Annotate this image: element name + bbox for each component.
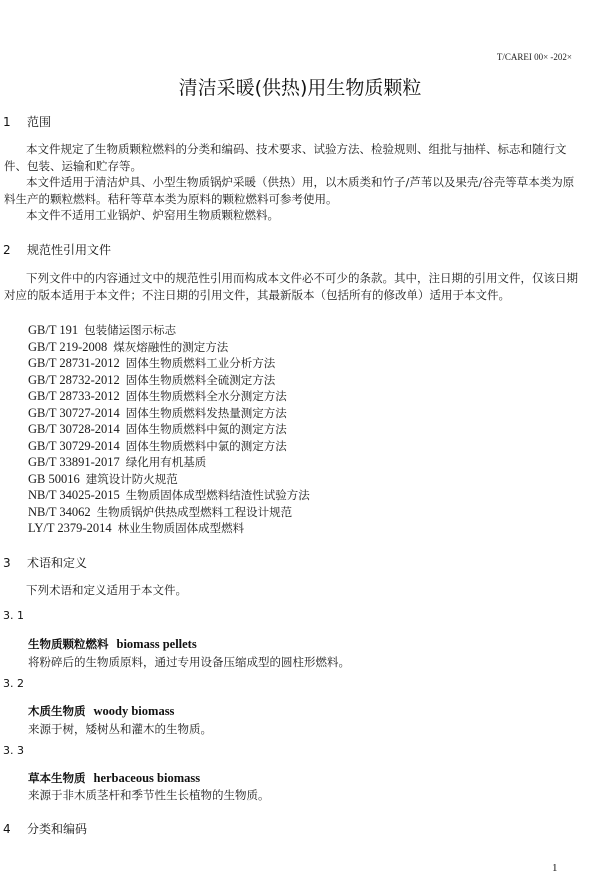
section-heading-normative-references (3, 241, 111, 258)
term-number: 3. 3 (3, 744, 24, 757)
scope-paragraph-3: 本文件不适用工业锅炉、炉窑用生物质颗粒燃料。 (26, 208, 279, 222)
reference-item: GB/T 28732-2012 固体生物质燃料全硫测定方法 (28, 373, 276, 387)
term-number: 3. 1 (3, 609, 24, 622)
term-definition: 来源于非木质茎杆和季节性生长植物的生物质。 (28, 788, 270, 802)
reference-item: NB/T 34025-2015 生物质固体成型燃料结渣性试验方法 (28, 488, 310, 502)
section-title: 规范性引用文件 (27, 243, 112, 257)
term-title: 木质生物质 woody biomass (28, 704, 175, 718)
section-title: 分类和编码 (27, 822, 88, 836)
reference-item: GB/T 219-2008 煤灰熔融性的测定方法 (28, 340, 229, 354)
reference-item: GB/T 30728-2014 固体生物质燃料中氮的测定方法 (28, 422, 287, 436)
reference-item: GB/T 191 包装储运图示标志 (28, 323, 177, 337)
section-number: 3 (3, 556, 11, 570)
references-intro: 下列文件中的内容通过文中的规范性引用而构成本文件必不可少的条款。其中，注日期的引用文件，仅该日期对应的版本适用于本文件；不注日期的引用文件，其最新版本（包括所有的修改单）适用于本文件。 (4, 271, 578, 302)
section-title: 范围 (27, 115, 52, 129)
terms-intro: 下列术语和定义适用于本文件。 (26, 583, 187, 597)
reference-item: GB/T 28731-2012 固体生物质燃料工业分析方法 (28, 356, 276, 370)
reference-item: GB/T 33891-2017 绿化用有机基质 (28, 455, 207, 469)
section-heading-classification-coding (3, 820, 87, 837)
reference-item: GB/T 30729-2014 固体生物质燃料中氯的测定方法 (28, 439, 287, 453)
reference-item: LY/T 2379-2014 林业生物质固体成型燃料 (28, 521, 245, 535)
scope-paragraph-2: 本文件适用于清洁炉具、小型生物质锅炉采暖（供热）用，以木质类和竹子/芦苇以及果壳/谷壳等草本类为原料生产的颗粒燃料。秸秆等草本类为原料的颗粒燃料可参考使用。 (4, 175, 575, 206)
section-number: 1 (3, 115, 11, 129)
scope-paragraph-1: 本文件规定了生物质颗粒燃料的分类和编码、技术要求、试验方法、检验规则、组批与抽样、标志和随行文件、包装、运输和贮存等。 (4, 142, 567, 173)
section-title: 术语和定义 (27, 556, 88, 570)
reference-item: NB/T 34062 生物质锅炉供热成型燃料工程设计规范 (28, 505, 293, 519)
term-definition: 将粉碎后的生物质原料，通过专用设备压缩成型的圆柱形燃料。 (28, 655, 350, 669)
section-heading-terms-definitions (3, 554, 87, 571)
document-number: T/CAREI 00× -202× (496, 52, 572, 62)
term-title: 草本生物质 herbaceous biomass (28, 771, 201, 785)
section-number: 2 (3, 243, 11, 257)
section-number: 4 (3, 822, 11, 836)
section-heading-scope (3, 113, 51, 130)
term-definition: 来源于树，矮树丛和灌木的生物质。 (28, 722, 212, 736)
page-title: 清洁采暖(供热)用生物质颗粒 (178, 77, 422, 99)
reference-item: GB/T 28733-2012 固体生物质燃料全水分测定方法 (28, 389, 287, 403)
page-number: 1 (552, 862, 558, 874)
reference-item: GB/T 30727-2014 固体生物质燃料发热量测定方法 (28, 406, 287, 420)
term-title: 生物质颗粒燃料 biomass pellets (28, 637, 197, 651)
reference-item: GB 50016 建筑设计防火规范 (28, 472, 178, 486)
term-number: 3. 2 (3, 677, 24, 690)
